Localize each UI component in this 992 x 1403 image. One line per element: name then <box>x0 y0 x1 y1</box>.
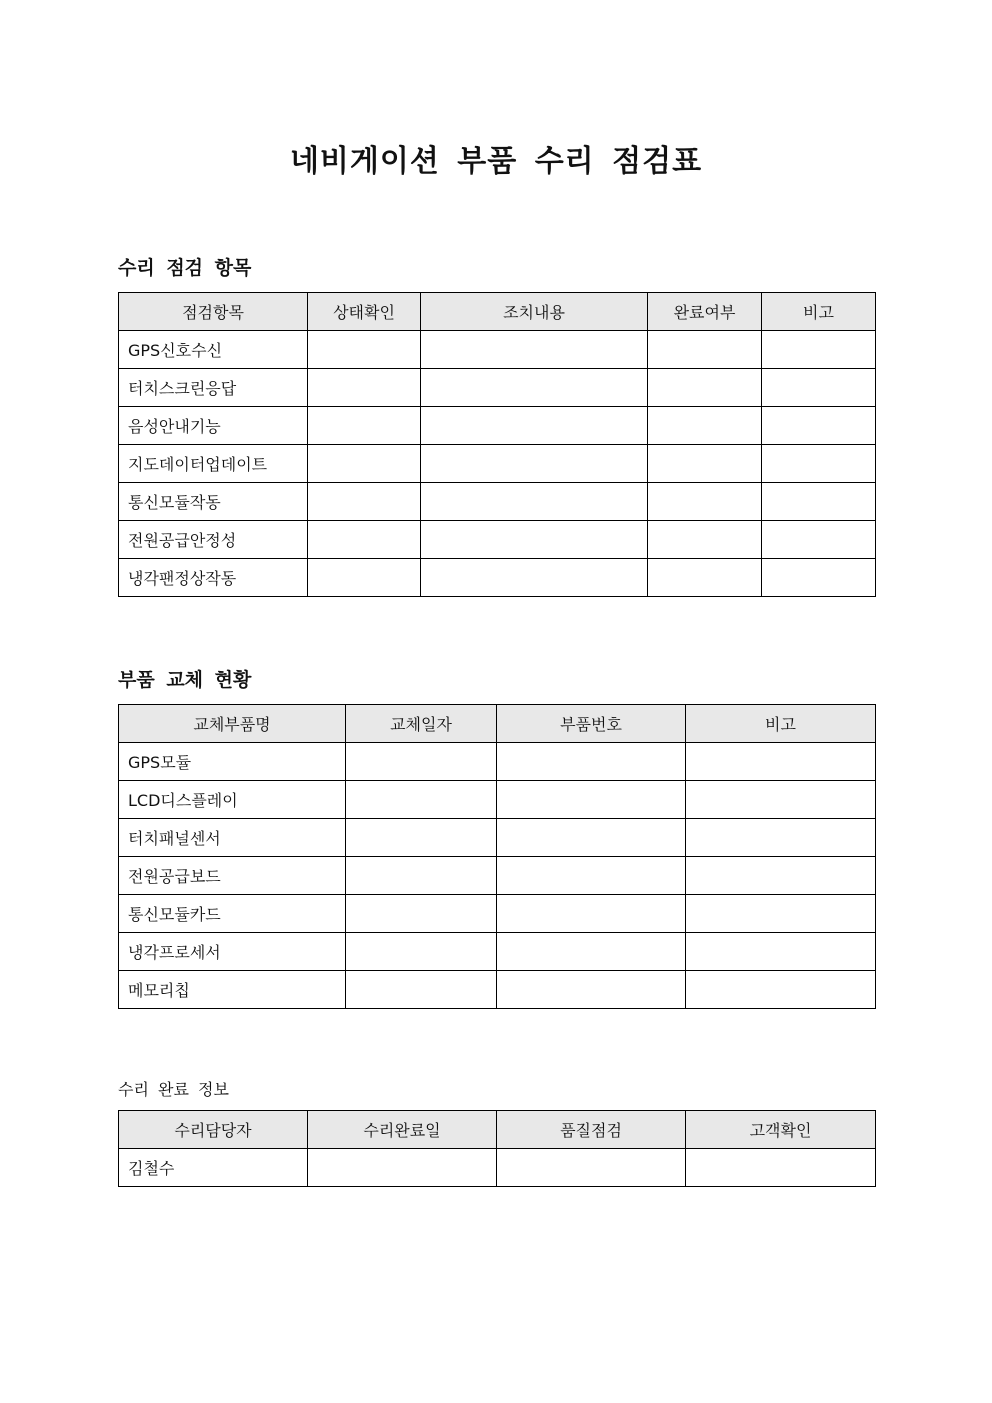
done-cell[interactable] <box>648 407 762 445</box>
section-heading-inspection: 수리 점검 항목 <box>118 257 252 279</box>
action-cell[interactable] <box>421 559 648 597</box>
table-row <box>119 331 876 369</box>
action-cell[interactable] <box>421 445 648 483</box>
done-cell[interactable] <box>648 483 762 521</box>
quality-check-cell[interactable] <box>497 1149 686 1187</box>
note-cell[interactable] <box>762 407 876 445</box>
table-row <box>119 743 876 781</box>
part-name: LCD디스플레이 <box>119 781 346 819</box>
inspection-table-header <box>119 293 876 331</box>
status-cell[interactable] <box>308 559 421 597</box>
done-cell[interactable] <box>648 369 762 407</box>
table-row <box>119 781 876 819</box>
part-name: 통신모듈카드 <box>119 895 346 933</box>
date-cell[interactable] <box>346 895 497 933</box>
section-heading-completion: 수리 완료 정보 <box>118 1080 229 1099</box>
date-cell[interactable] <box>346 819 497 857</box>
table-row <box>119 895 876 933</box>
part-number-cell[interactable] <box>497 743 686 781</box>
part-number-cell[interactable] <box>497 895 686 933</box>
col-header: 교체일자 <box>346 705 497 743</box>
action-cell[interactable] <box>421 369 648 407</box>
col-header: 수리담당자 <box>119 1111 308 1149</box>
note-cell[interactable] <box>762 369 876 407</box>
col-header: 수리완료일 <box>308 1111 497 1149</box>
section-heading-replacement: 부품 교체 현황 <box>118 669 252 691</box>
status-cell[interactable] <box>308 483 421 521</box>
status-cell[interactable] <box>308 369 421 407</box>
done-cell[interactable] <box>648 331 762 369</box>
note-cell[interactable] <box>686 743 876 781</box>
table-row <box>119 483 876 521</box>
date-cell[interactable] <box>346 933 497 971</box>
action-cell[interactable] <box>421 407 648 445</box>
part-name: 메모리칩 <box>119 971 346 1009</box>
inspection-table <box>118 292 876 597</box>
part-number-cell[interactable] <box>497 933 686 971</box>
date-cell[interactable] <box>346 857 497 895</box>
note-cell[interactable] <box>686 781 876 819</box>
table-row <box>119 933 876 971</box>
table-row <box>119 819 876 857</box>
col-header: 비고 <box>686 705 876 743</box>
action-cell[interactable] <box>421 331 648 369</box>
item-name: 냉각팬정상작동 <box>119 559 308 597</box>
customer-confirm-cell[interactable] <box>686 1149 876 1187</box>
part-name: GPS모듈 <box>119 743 346 781</box>
note-cell[interactable] <box>762 331 876 369</box>
part-name: 터치패널센서 <box>119 819 346 857</box>
part-number-cell[interactable] <box>497 857 686 895</box>
done-cell[interactable] <box>648 559 762 597</box>
note-cell[interactable] <box>762 483 876 521</box>
date-cell[interactable] <box>346 743 497 781</box>
item-name: GPS신호수신 <box>119 331 308 369</box>
document-title: 네비게이션 부품 수리 점검표 <box>289 144 703 179</box>
date-cell[interactable] <box>346 971 497 1009</box>
col-header: 상태확인 <box>308 293 421 331</box>
note-cell[interactable] <box>686 971 876 1009</box>
table-row <box>119 971 876 1009</box>
note-cell[interactable] <box>762 521 876 559</box>
col-header: 완료여부 <box>648 293 762 331</box>
completion-table-header <box>119 1111 876 1149</box>
col-header: 비고 <box>762 293 876 331</box>
note-cell[interactable] <box>686 857 876 895</box>
note-cell[interactable] <box>686 819 876 857</box>
table-row <box>119 369 876 407</box>
table-row <box>119 445 876 483</box>
replacement-table-header <box>119 705 876 743</box>
status-cell[interactable] <box>308 445 421 483</box>
item-name: 음성안내기능 <box>119 407 308 445</box>
table-row <box>119 407 876 445</box>
col-header: 조치내용 <box>421 293 648 331</box>
item-name: 지도데이터업데이트 <box>119 445 308 483</box>
note-cell[interactable] <box>762 445 876 483</box>
part-number-cell[interactable] <box>497 971 686 1009</box>
col-header: 부품번호 <box>497 705 686 743</box>
technician-name: 김철수 <box>119 1149 308 1187</box>
col-header: 교체부품명 <box>119 705 346 743</box>
note-cell[interactable] <box>686 895 876 933</box>
part-number-cell[interactable] <box>497 819 686 857</box>
table-row <box>119 521 876 559</box>
table-row <box>119 1149 876 1187</box>
done-cell[interactable] <box>648 445 762 483</box>
date-cell[interactable] <box>346 781 497 819</box>
item-name: 전원공급안정성 <box>119 521 308 559</box>
completion-date-cell[interactable] <box>308 1149 497 1187</box>
col-header: 품질점검 <box>497 1111 686 1149</box>
item-name: 터치스크린응답 <box>119 369 308 407</box>
part-number-cell[interactable] <box>497 781 686 819</box>
note-cell[interactable] <box>686 933 876 971</box>
col-header: 점검항목 <box>119 293 308 331</box>
replacement-table <box>118 704 876 1009</box>
part-name: 냉각프로세서 <box>119 933 346 971</box>
completion-table <box>118 1110 876 1187</box>
col-header: 고객확인 <box>686 1111 876 1149</box>
note-cell[interactable] <box>762 559 876 597</box>
table-row <box>119 559 876 597</box>
status-cell[interactable] <box>308 521 421 559</box>
table-row <box>119 857 876 895</box>
action-cell[interactable] <box>421 521 648 559</box>
part-name: 전원공급보드 <box>119 857 346 895</box>
done-cell[interactable] <box>648 521 762 559</box>
status-cell[interactable] <box>308 407 421 445</box>
action-cell[interactable] <box>421 483 648 521</box>
status-cell[interactable] <box>308 331 421 369</box>
item-name: 통신모듈작동 <box>119 483 308 521</box>
